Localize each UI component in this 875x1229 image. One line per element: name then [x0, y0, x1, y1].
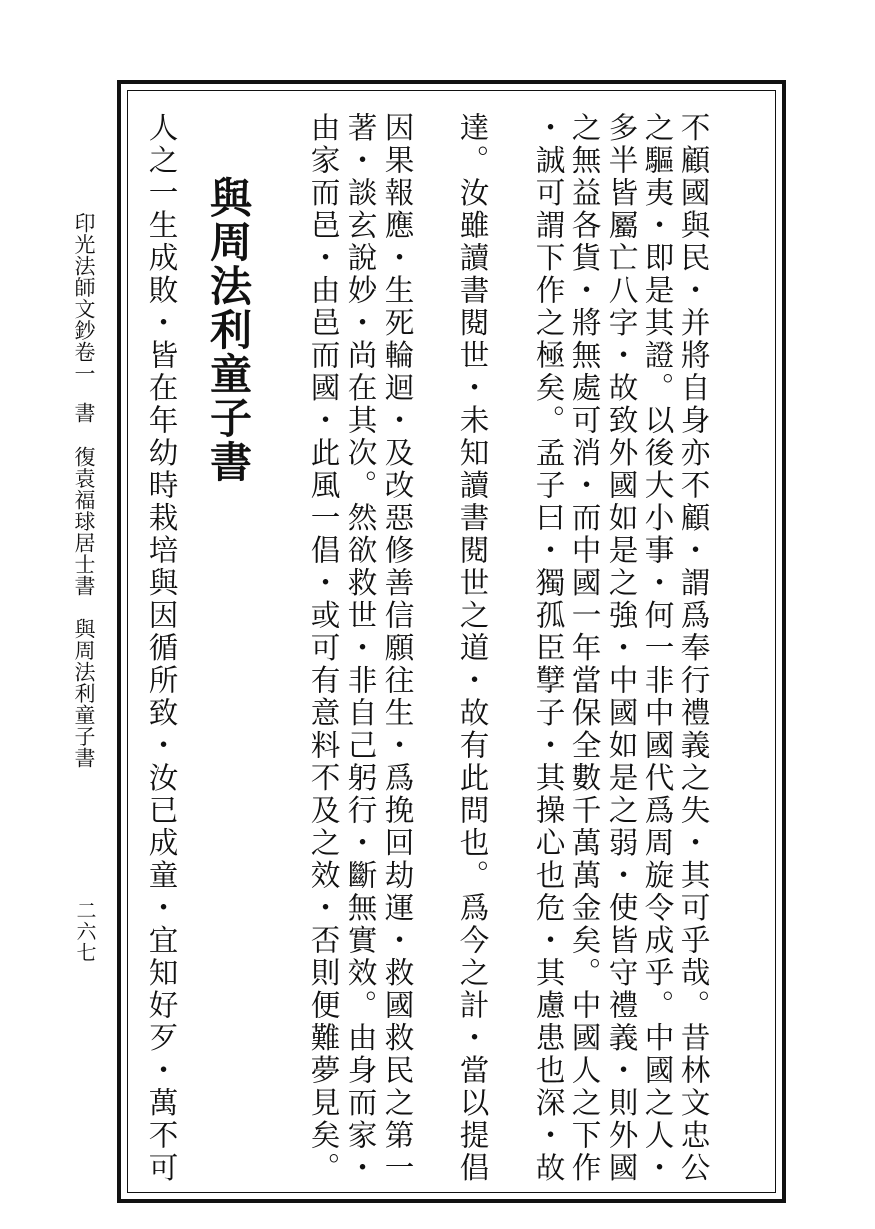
text-column: 著・談玄說妙・尚在其次。然欲救世・非自己躬行・斷無實效。由身而家・: [343, 112, 378, 1185]
text-column: 之驅夷・即是其證。以後大小事・何一非中國代爲周旋令成乎。中國之人・: [640, 112, 675, 1185]
text-column: ・誠可謂下作之極矣。孟子曰・獨孤臣孼子・其操心也危・其慮患也深・故: [531, 112, 566, 1185]
letter-name-2: 與周法利童子書: [72, 618, 96, 769]
letter-name-1: 復袁福球居士書: [72, 445, 96, 596]
page-number: 二六七: [73, 900, 97, 963]
margin-header: [73, 212, 94, 769]
text-column: 之無益各貨・將無處可消・而中國一年當保全數千萬萬金矣。中國人之下作: [567, 112, 602, 1185]
section-label: 書: [72, 402, 96, 424]
book-title: 印光法師文鈔卷一: [72, 212, 96, 384]
text-column: 達。汝雖讀書閱世・未知讀書閱世之道・故有此問也。爲今之計・當以提倡: [455, 112, 490, 1185]
text-column: 不顧國與民・并將自身亦不顧・謂爲奉行禮義之失・其可乎哉。昔林文忠公: [676, 112, 711, 1185]
text-column: 多半皆屬亡八字・故致外國如是之強・中國如是之弱・使皆守禮義・則外國: [604, 112, 639, 1185]
text-column: 因果報應・生死輪迴・及改惡修善信願往生・爲挽回劫運・救國救民之第一: [380, 112, 415, 1185]
letter-title: 與周法利童子書: [204, 176, 253, 484]
text-column: 人之一生成敗・皆在年幼時栽培與因循所致・汝已成童・宜知好歹・萬不可: [144, 112, 179, 1185]
text-column: 由家而邑・由邑而國・此風一倡・或可有意料不及之效・否則便難夢見矣。: [306, 112, 341, 1185]
